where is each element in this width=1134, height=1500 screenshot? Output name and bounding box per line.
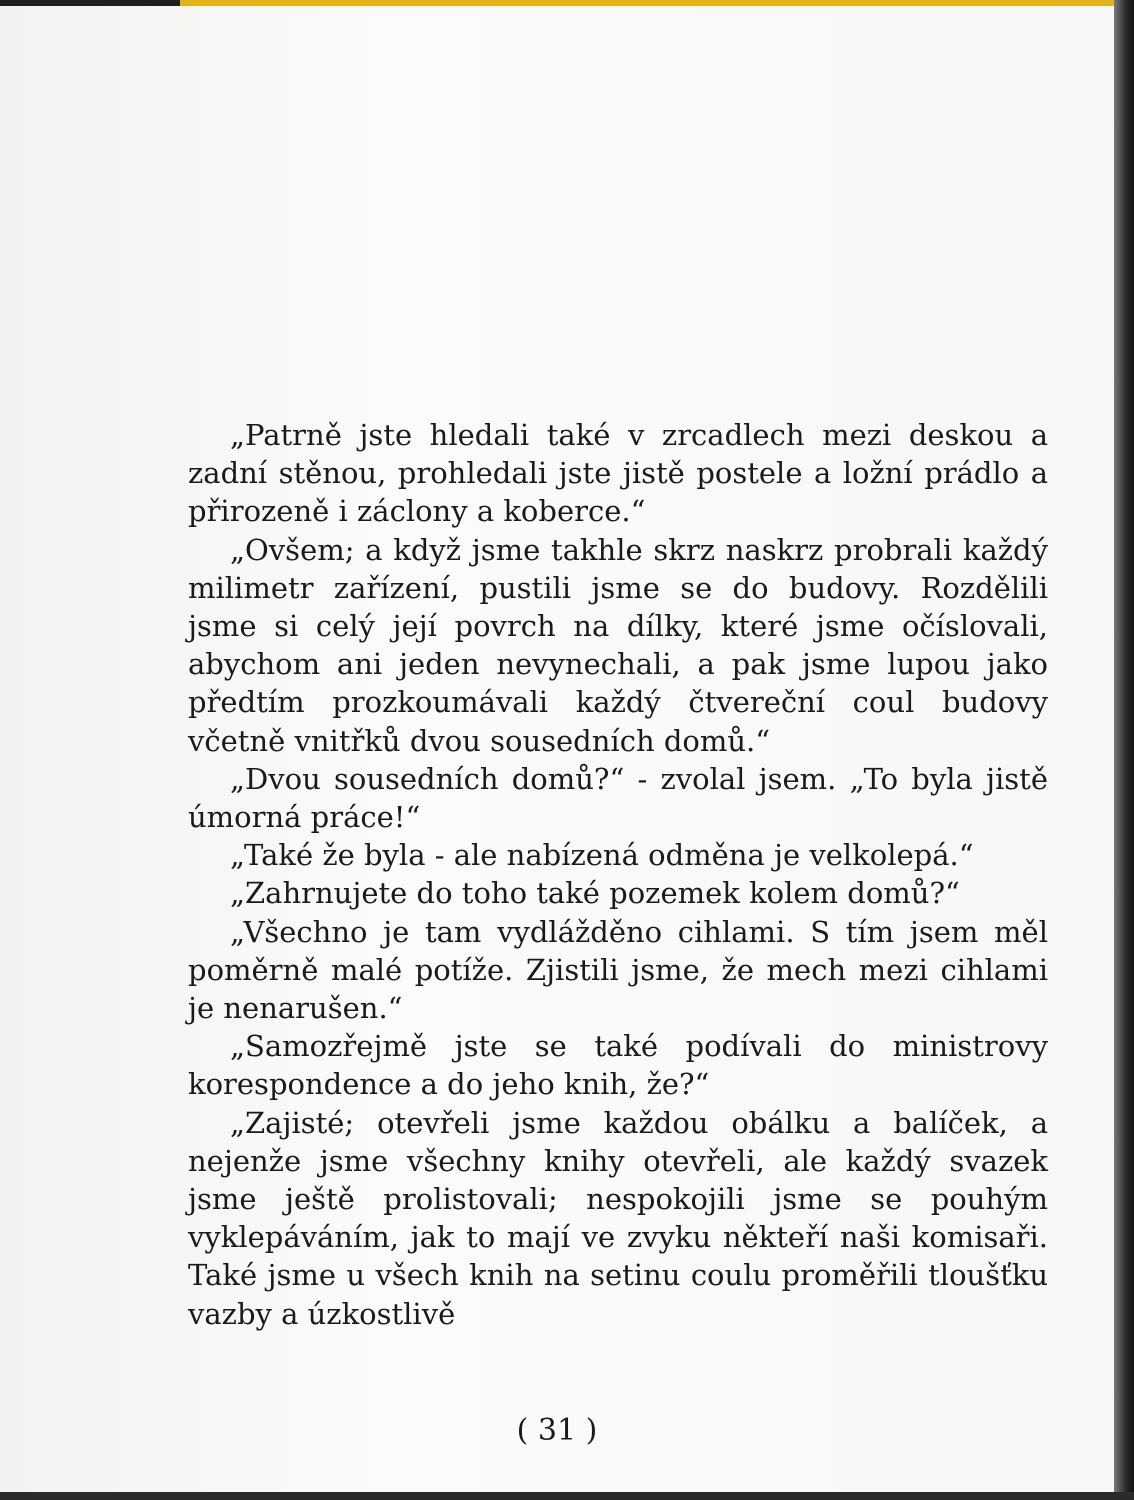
page-number: ( 31 ): [516, 1413, 598, 1448]
paragraph: „Samozřejmě jste se také podívali do ministrovy korespondence a do jeho knih, že?“: [188, 1029, 1048, 1102]
bottom-shadow-edge: [0, 1492, 1134, 1500]
book-gutter-shadow: [1114, 0, 1134, 1500]
paragraph: „Zahrnujete do toho také pozemek kolem domů?“: [230, 876, 960, 911]
paragraph: „Také že byla - ale nabízená odměna je velkolepá.“: [230, 838, 974, 873]
paragraph: „Zajisté; otevřeli jsme každou obálku a balíček, a nejenže jsme všechny knihy otevřeli, ale každý svazek jsme ještě prolistovali; nespokojili jsme se pouhým vyklepáváním, jak to mají ve zvyku někteří naši komisaři. Také jsme u všech knih na setinu coulu proměřili tloušťku vazby a úzkostlivě: [188, 1105, 1048, 1331]
body-text: [188, 416, 1048, 1333]
page-sheet: [0, 6, 1114, 1494]
paragraph: „Patrně jste hledali také v zrcadlech mezi deskou a zadní stěnou, prohledali jste jistě postele a ložní prádlo a přirozeně i záclony a koberce.“: [188, 418, 1048, 529]
paragraph: „Ovšem; a když jsme takhle skrz naskrz probrali každý milimetr zařízení, pustili jsme se do budovy. Rozdělili jsme si celý její povrch na dílky, které jsme očíslovali, abychom ani jeden nevynechali, a pak jsme lupou jako předtím prozkoumávali každý čtvereční coul budovy včetně vnitřků dvou sousedních domů.“: [188, 532, 1048, 758]
paragraph: „Dvou sousedních domů?“ - zvolal jsem. „To byla jistě úmorná práce!“: [188, 761, 1048, 835]
paragraph: „Všechno je tam vydlážděno cihlami. S tím jsem měl poměrně malé potíže. Zjistili jsme, že mech mezi cihlami je nenarušen.“: [188, 914, 1048, 1026]
